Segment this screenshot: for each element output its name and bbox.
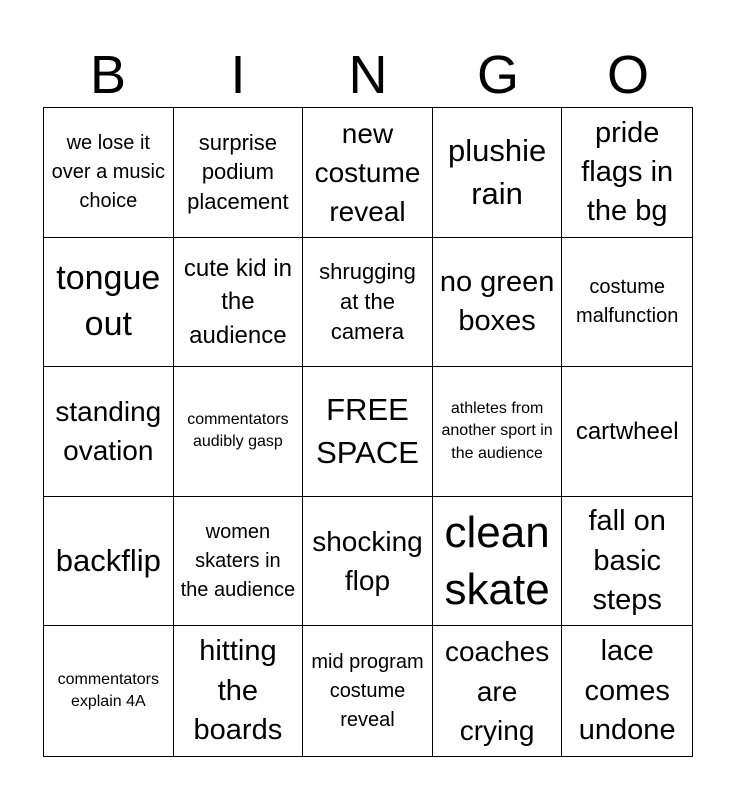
bingo-cell[interactable] [44,108,174,238]
cell-text: fall on basic steps [588,505,666,616]
header-letter-i: I [230,45,246,105]
bingo-cell[interactable] [174,626,304,756]
cell-text: new costume reveal [314,117,421,227]
header-letter-b: B [89,45,127,105]
bingo-cell[interactable] [562,497,692,627]
cell-text: shocking flop [312,525,423,597]
cell-text: tongue out [56,259,161,343]
cell-text: plushie rain [447,132,547,212]
bingo-cell[interactable] [433,497,563,627]
cell-text: coaches are crying [444,636,550,746]
cell-text: athletes from another sport in the audience [441,399,553,462]
cell-text: commentators audibly gasp [187,411,289,451]
bingo-cell[interactable] [303,497,433,627]
cell-text: women skaters in the audience [180,520,296,601]
bingo-cell[interactable] [433,238,563,368]
cell-text: FREE SPACE [316,392,419,471]
header-letter-n: N [348,45,388,105]
bingo-grid [43,107,693,757]
cell-text: lace comes undone [578,635,676,746]
cell-text: standing ovation [55,396,162,467]
header-letter-g: G [476,45,519,105]
bingo-cell[interactable] [562,367,692,497]
bingo-cell[interactable] [174,367,304,497]
cell-text: pride flags in the bg [581,116,674,227]
cell-text: mid program costume reveal [311,650,424,731]
bingo-cell[interactable] [44,497,174,627]
bingo-cell[interactable] [562,238,692,368]
bingo-cell[interactable] [44,367,174,497]
cell-text: cute kid in the audience [183,254,292,349]
free-space-cell[interactable] [303,367,433,497]
bingo-cell[interactable] [44,626,174,756]
bingo-cell[interactable] [44,238,174,368]
bingo-cell[interactable] [433,108,563,238]
bingo-header [43,44,693,106]
bingo-cell[interactable] [562,108,692,238]
bingo-cell[interactable] [174,238,304,368]
cell-text: backflip [55,543,161,579]
bingo-cell[interactable] [174,108,304,238]
cell-text: no green boxes [439,265,555,337]
bingo-cell[interactable] [433,626,563,756]
header-letter-o: O [606,45,649,105]
bingo-cell[interactable] [303,626,433,756]
cell-text: cartwheel [575,417,679,445]
bingo-cell[interactable] [303,108,433,238]
cell-text: costume malfunction [576,275,679,327]
bingo-cell[interactable] [433,367,563,497]
cell-text: we lose it over a music choice [51,131,165,212]
cell-text: clean skate [444,507,550,615]
cell-text: shrugging at the camera [319,259,416,344]
bingo-cell[interactable] [303,238,433,368]
cell-text: commentators explain 4A [57,670,159,711]
cell-text: surprise podium placement [187,129,289,215]
cell-text: hitting the boards [193,635,283,746]
bingo-cell[interactable] [562,626,692,756]
bingo-cell[interactable] [174,497,304,627]
